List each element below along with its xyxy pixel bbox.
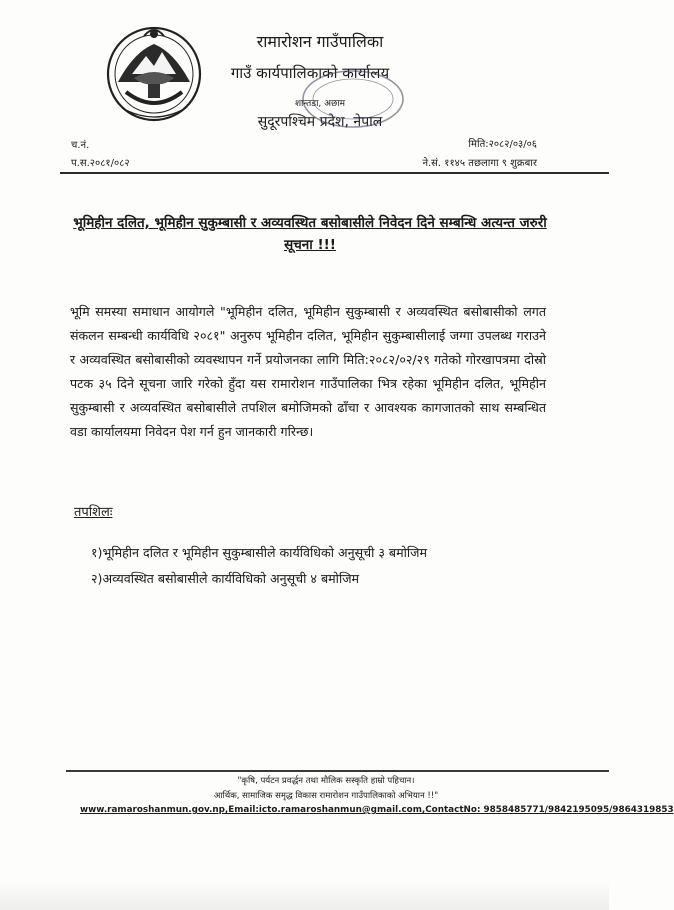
notice-body: भूमि समस्या समाधान आयोगले "भूमिहीन दलित, भूमिहीन सुकुम्बासी र अव्यवस्थित बसोबासीको लगत संकलन सम्बन्धी कार्यविधि २०८१" अनुरुप भूमिहीन दलित, भूमिहीन सुकुम्बासीलाई जग्गा उपलब्ध गराउने र अव्यवस्थित बसोबासीको व्यवस्थापन गर्ने प्रयोजनका लागि मिति:२०८२/०२/२९ गतेको गोरखापत्रमा दोस्रो पटक ३५ दिने सूचना जारि गरेको हुँदा यस रामारोशन गाउँपालिका भित्र रहेका भूमिहीन दलित, भूमिहीन सुकुम्बासी र अव्यवस्थित बसोबासीले तपशिल बमोजिमको ढाँचा र आवश्यक कागजातको साथ सम्बन्धित वडा कार्यालयमा निवेदन पेश गर्न हुन जानकारी गरिन्छ। <box>70 304 546 439</box>
office-name: गाउँ कार्यपालिकाको कार्यालय <box>230 64 390 82</box>
footer-slogan-2: आर्थिक, सामाजिक समृद्ध विकास रामारोशन गाउँपालिकाको अभियान !!" <box>213 791 439 801</box>
pa-sa-number: प.स.२०८१/०८२ <box>71 158 130 169</box>
tapsil-list <box>91 540 427 592</box>
nepal-sambat-date: ने.सं. ११४५ तछलागा ९ शुक्रबार <box>422 158 537 169</box>
header-divider <box>60 172 609 174</box>
issue-date: मिति:२०८२/०३/०६ <box>468 139 537 150</box>
footer-slogan-1: "कृषि, पर्यटन प्रवर्द्धन तथा मौलिक सस्कृति हाम्रो पहिचान। <box>237 776 415 786</box>
office-stamp-icon <box>298 66 408 132</box>
list-item: २)अव्यवस्थित बसोबासीले कार्यविधिको अनुसूची ४ बमोजिम <box>91 571 360 586</box>
list-item: १)भूमिहीन दलित र भूमिहीन सुकुम्बासीले कार्यविधिको अनुसूची ३ बमोजिम <box>91 545 428 560</box>
municipality-name: रामारोशन गाउँपालिका <box>256 32 384 51</box>
cha-no-label: च.नं. <box>71 140 90 151</box>
tapsil-heading: तपशिलः <box>74 505 113 520</box>
province-name: सुदूरपश्चिम प्रदेश, नेपाल <box>257 114 383 130</box>
notice-subject: भूमिहीन दलित, भूमिहीन सुकुम्बासी र अव्यवस्थित बसोबासीले निवेदन दिने सम्बन्धि अत्यन्त जरुरी सूचना !!! <box>73 215 547 253</box>
page-edge-shadow <box>0 880 609 910</box>
footer-divider <box>66 770 609 772</box>
office-address: शान्तडा, अछाम <box>294 99 346 109</box>
nepal-government-emblem-icon <box>104 22 204 126</box>
footer-contact[interactable]: www.ramaroshanmun.gov.np,Email:icto.ramaroshanmun@gmail.com,ContactNo: 9858485771/9842195095/9864319853 <box>80 805 674 815</box>
